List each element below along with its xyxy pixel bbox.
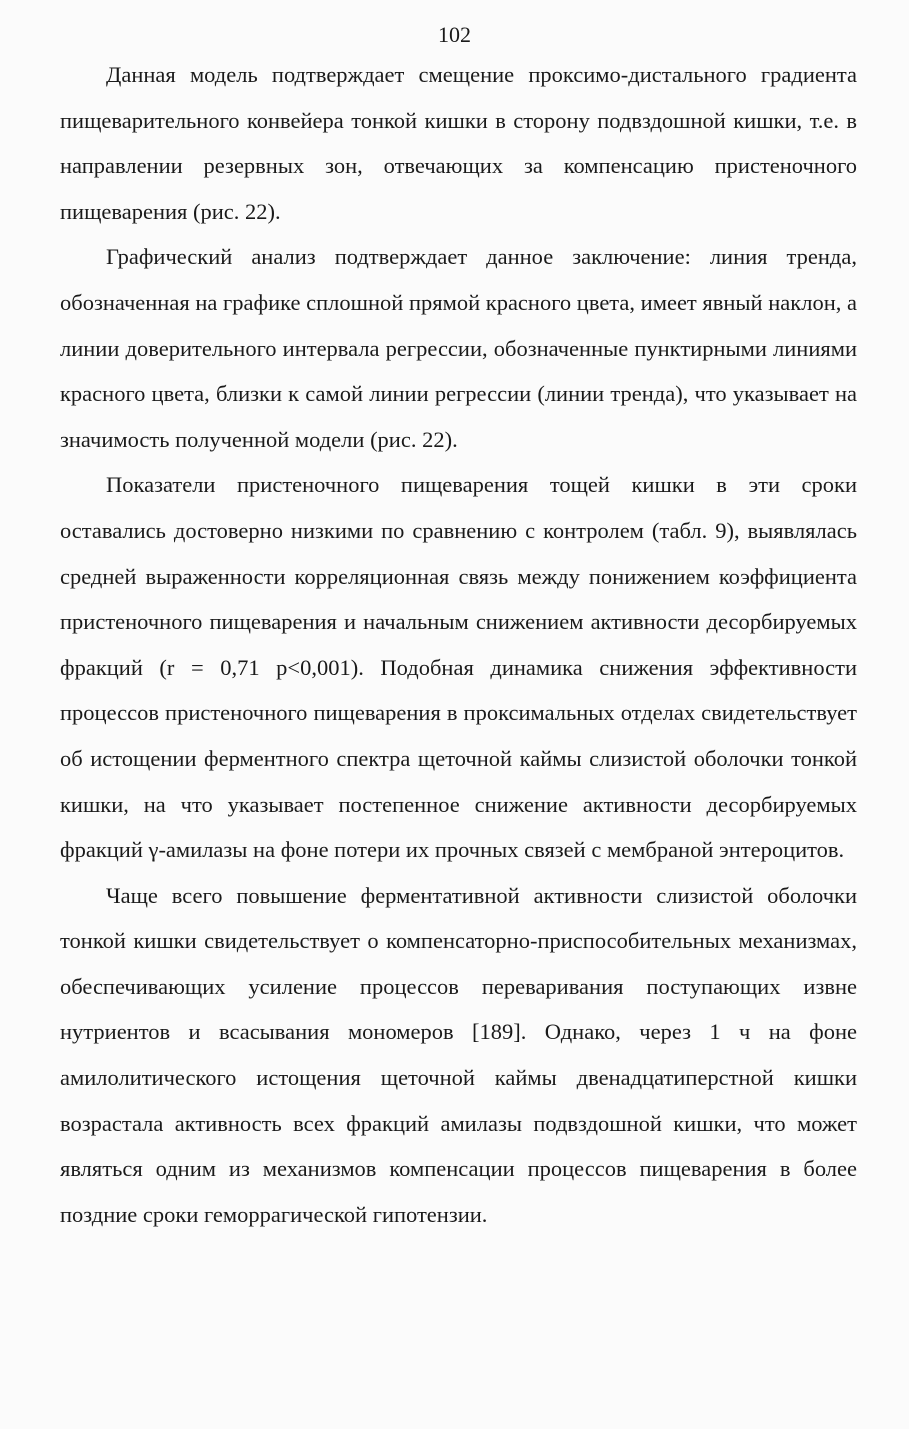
paragraph-2: Графический анализ подтверждает данное заключение: линия тренда, обозначенная на графике сплошной прямой красного цвета, имеет явный наклон, а линии доверительного интервала регрессии, обозначенные пунктирными линиями красного цвета, близки к самой линии регрессии (линии тренда), что указывает на значимость полученной модели (рис. 22). <box>60 244 857 452</box>
paragraph-3: Показатели пристеночного пищеварения тощей кишки в эти сроки оставались достоверно низкими по сравнению с контролем (табл. 9), выявлялась средней выраженности корреляционная связь между понижением коэффициента пристеночного пищеварения и начальным снижением активности десорбируемых фракций (r = 0,71 p<0,001). Подобная динамика снижения эффективности процессов пристеночного пищеварения в проксимальных отделах свидетельствует об истощении ферментного спектра щеточной каймы слизистой оболочки тонкой кишки, на что указывает постепенное снижение активности десорбируемых фракций γ-амилазы на фоне потери их прочных связей с мембраной энтероцитов. <box>60 472 857 863</box>
page-number: 102 <box>438 22 471 47</box>
paragraph-1: Данная модель подтверждает смещение проксимо-дистального градиента пищеварительного конвейера тонкой кишки в сторону подвздошной кишки, т.е. в направлении резервных зон, отвечающих за компенсацию пристеночного пищеварения (рис. 22). <box>60 62 857 224</box>
text-body <box>60 52 857 1237</box>
paragraph-4: Чаще всего повышение ферментативной активности слизистой оболочки тонкой кишки свидетельствует о компенсаторно-приспособительных механизмах, обеспечивающих усиление процессов переваривания поступающих извне нутриентов и всасывания мономеров [189]. Однако, через 1 ч на фоне амилолитического истощения щеточной каймы двенадцатиперстной кишки возрастала активность всех фракций амилазы подвздошной кишки, что может являться одним из механизмов компенсации процессов пищеварения в более поздние сроки геморрагической гипотензии. <box>60 882 857 1227</box>
